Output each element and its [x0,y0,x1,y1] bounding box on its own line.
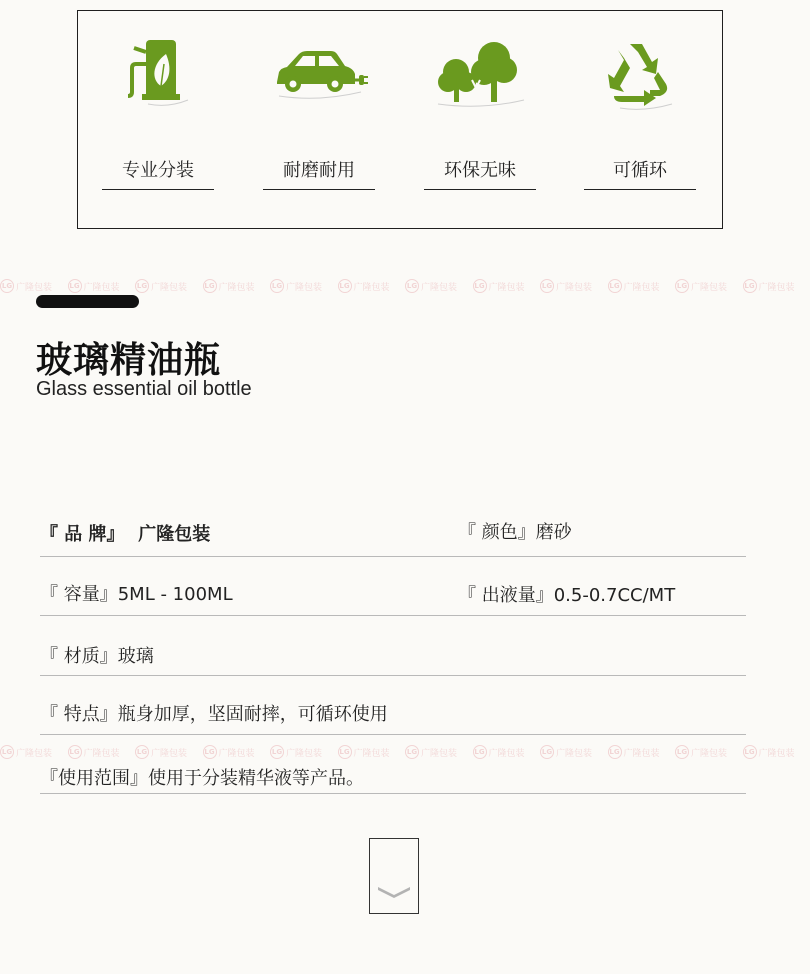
spec-value: 瓶身加厚，坚固耐摔，可循环使用 [117,704,388,725]
watermark: LG 广隆包装 [338,740,406,764]
divider [40,675,746,676]
feature-durable [263,11,375,230]
watermark: LG 广隆包装 [270,740,338,764]
fuel-leaf-icon [118,34,198,114]
watermark: LG 广隆包装 [203,274,271,298]
feature-label: 环保无味 [444,160,516,181]
spec-material [40,642,154,668]
spec-key: 『 品 牌』 [40,524,125,545]
spec-liquid-output [458,581,675,607]
watermark: LG 广隆包装 [675,274,743,298]
watermark: LG 广隆包装 [0,274,68,298]
watermark: LG 广隆包装 [338,274,406,298]
spec-key: 『 颜色』 [458,522,536,543]
chevron-down-icon [376,885,412,899]
spec-capacity [40,580,233,606]
spec-features [40,700,388,726]
spec-key: 『 特点』 [40,704,118,725]
spec-brand [40,520,210,546]
watermark: LG 广隆包装 [608,274,676,298]
spec-value: 磨砂 [535,522,572,543]
watermark: LG 广隆包装 [743,740,810,764]
spec-color [458,518,572,544]
feature-professional [102,11,214,230]
spec-usage [40,764,364,790]
spec-value: 玻璃 [117,646,154,667]
title-accent-bar [36,295,139,308]
scroll-down-button[interactable] [369,838,419,914]
watermark: LG 广隆包装 [540,274,608,298]
spec-key: 『 出液量』 [458,585,554,606]
recycle-icon [600,36,680,112]
spec-value: 广隆包装 [138,524,211,545]
spec-value: 5ML - 100ML [117,584,233,605]
divider [40,793,746,794]
watermark: LG 广隆包装 [473,274,541,298]
page-title: 玻璃精油瓶 [36,340,222,381]
watermark: LG 广隆包装 [270,274,338,298]
divider [584,189,696,190]
divider [424,189,536,190]
watermark-row [0,740,795,764]
divider [263,189,375,190]
watermark: LG 广隆包装 [135,274,203,298]
spec-key: 『使用范围』 [40,768,148,789]
divider [102,189,214,190]
watermark: LG 广隆包装 [675,740,743,764]
spec-value: 使用于分装精华液等产品。 [148,768,364,789]
page-subtitle: Glass essential oil bottle [36,378,252,400]
divider [40,734,746,735]
divider [40,556,746,557]
feature-label: 专业分装 [122,160,194,181]
watermark: LG 广隆包装 [68,740,136,764]
electric-car-icon [269,44,369,104]
feature-label: 耐磨耐用 [283,160,355,181]
spec-value: 0.5-0.7CC/MT [553,585,676,606]
watermark: LG 广隆包装 [405,274,473,298]
spec-key: 『 材质』 [40,646,118,667]
spec-key: 『 容量』 [40,584,118,605]
watermark: LG 广隆包装 [540,740,608,764]
feature-panel [77,10,723,229]
watermark: LG 广隆包装 [68,274,136,298]
trees-icon [432,36,528,112]
watermark: LG 广隆包装 [135,740,203,764]
watermark: LG 广隆包装 [473,740,541,764]
feature-label: 可循环 [613,160,667,181]
watermark: LG 广隆包装 [608,740,676,764]
feature-recyclable [584,11,696,230]
watermark: LG 广隆包装 [405,740,473,764]
feature-eco [424,11,536,230]
divider [40,615,746,616]
watermark: LG 广隆包装 [0,740,68,764]
watermark: LG 广隆包装 [743,274,810,298]
watermark: LG 广隆包装 [203,740,271,764]
